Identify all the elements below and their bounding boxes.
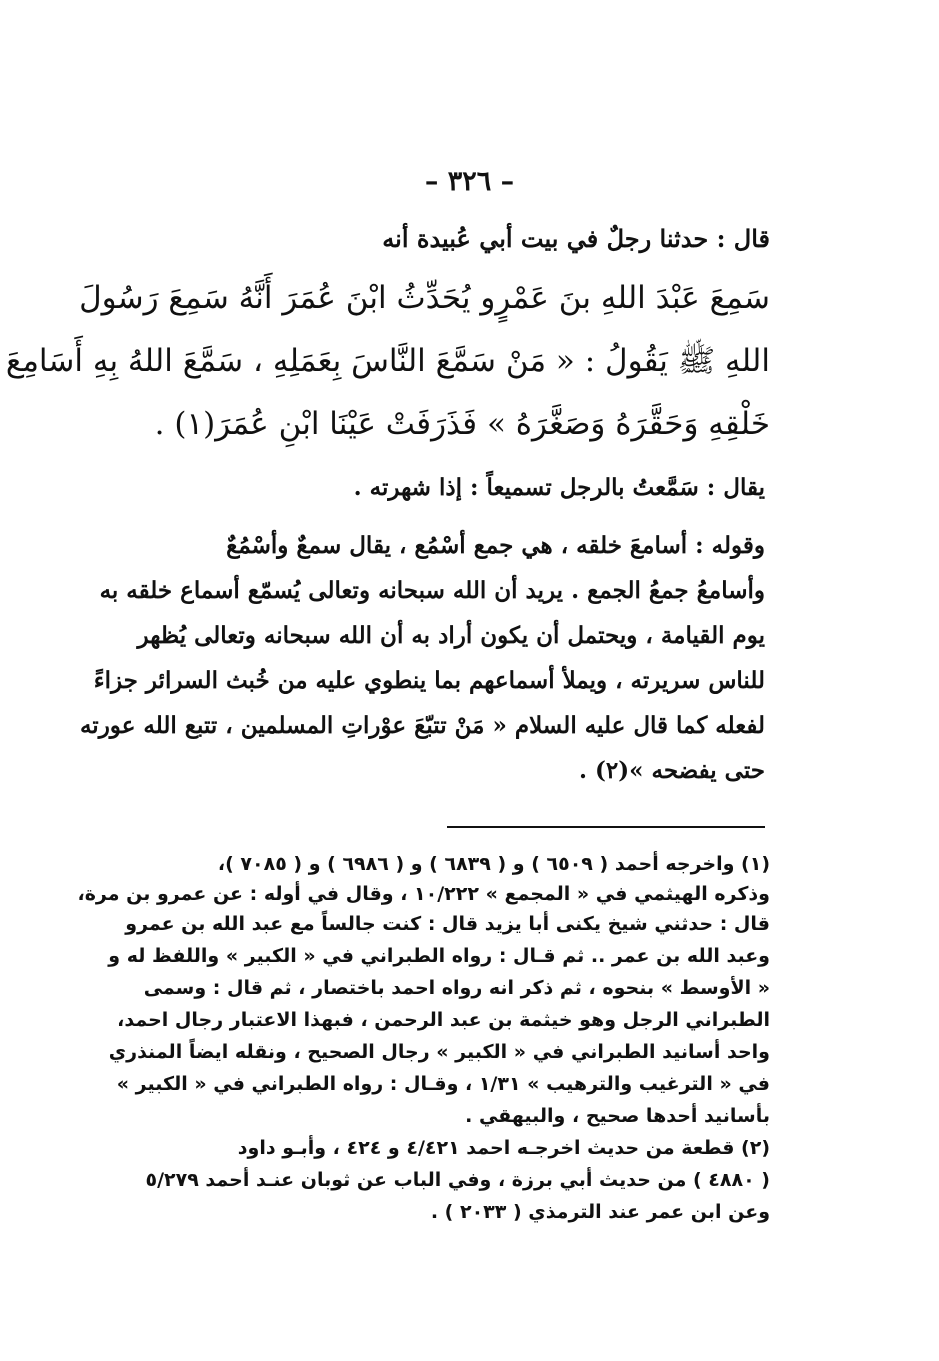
intro-line: قال : حدثنا رجلٌ في بيت أبي عُبيدة أنه [382, 224, 770, 253]
body-line-2: وأسامعُ جمعُ الجمع . يريد أن الله سبحانه وتعالى يُسمّع أسماع خلقه به [99, 577, 765, 604]
footnote-line: (١) واخرجه أحمد ( ٦٥٠٩ ) و ( ٦٨٣٩ ) و ( ٦٩٨٦ ) و ( ٧٠٨٥ )، [217, 853, 770, 875]
footnote-line: وذكره الهيثمي في « المجمع » ١٠/٢٢٢ ، وقال في أوله : عن عمرو بن مرة، [77, 883, 770, 905]
hadith-line-3: خَلْقِهِ وَحَقَّرَهُ وَصَغَّرَهُ » فَذَرَفَتْ عَيْنَا ابْنِ عُمَرَ(١) . [154, 406, 770, 442]
footnote-line: وعبد الله بن عمر .. ثم قـال : رواه الطبراني في « الكبير » واللفظ له و [108, 945, 770, 967]
footnote-line: بأسانيد أحدها صحيح ، والبيهقي . [465, 1105, 770, 1127]
body-line-4: للناس سريرته ، ويملأ أسماعهم بما ينطوي عليه من خُبث السرائر جزاءً [93, 667, 765, 694]
body-line-3: يوم القيامة ، ويحتمل أن يكون أراد به أن الله سبحانه وتعالى يُظهر [137, 622, 765, 649]
footnote-separator [447, 826, 765, 828]
page-number: – ٣٢٦ – [424, 166, 515, 197]
footnote-line: الطبراني الرجل وهو خيثمة بن عبد الرحمن ، فبهذا الاعتبار رجال احمد، [117, 1009, 770, 1031]
footnote-line: واحد أسانيد الطبراني في « الكبير » رجال الصحيح ، ونقله ايضاً المنذري [108, 1041, 770, 1063]
footnote-line: ( ٤٨٨٠ ) من حديث أبي برزة ، وفي الباب عن ثوبان عنـد أحمد ٥/٢٧٩ [145, 1169, 770, 1191]
explanation-line: يقال : سَمَّعتُ بالرجل تسميعاً : إذا شهرته . [353, 474, 765, 501]
footnote-line: (٢) قطعة من حديث اخرجـه احمد ٤/٤٢١ و ٤٢٤ ، وأبـو داود [237, 1137, 770, 1159]
hadith-line-2: اللهِ ﷺ يَقُولُ : « مَنْ سَمَّعَ النَّاسَ بِعَمَلِهِ ، سَمَّعَ اللهُ بِهِ أَسَامِعَ [5, 343, 770, 379]
footnote-line: « الأوسط » بنحوه ، ثم ذكر انه رواه احمد باختصار ، ثم قال : وسمى [143, 977, 770, 999]
body-line-5: لفعله كما قال عليه السلام « مَنْ تتبّعَ عوْراتِ المسلمين ، تتبع الله عورته [79, 712, 765, 739]
footnote-line: وعن ابن عمر عند الترمذي ( ٢٠٣٣ ) . [430, 1201, 770, 1223]
footnote-line: في « الترغيب والترهيب » ١/٣١ ، وقـال : رواه الطبراني في « الكبير » [116, 1073, 770, 1095]
body-line-6: حتى يفضحه »(٢) . [578, 757, 765, 784]
body-line-1: وقوله : أسامعَ خلقه ، هي جمع أسْمُع ، يقال سمعٌ وأسْمُعٌ [226, 532, 765, 559]
footnote-line: قال : حدثني شيخ يكنى أبا يزيد قال : كنت جالساً مع عبد الله بن عمرو [125, 913, 770, 935]
hadith-line-1: سَمِعَ عَبْدَ اللهِ بنَ عَمْرٍو يُحَدِّثُ ابْنَ عُمَرَ أَنَّهُ سَمِعَ رَسُولَ [79, 280, 770, 316]
